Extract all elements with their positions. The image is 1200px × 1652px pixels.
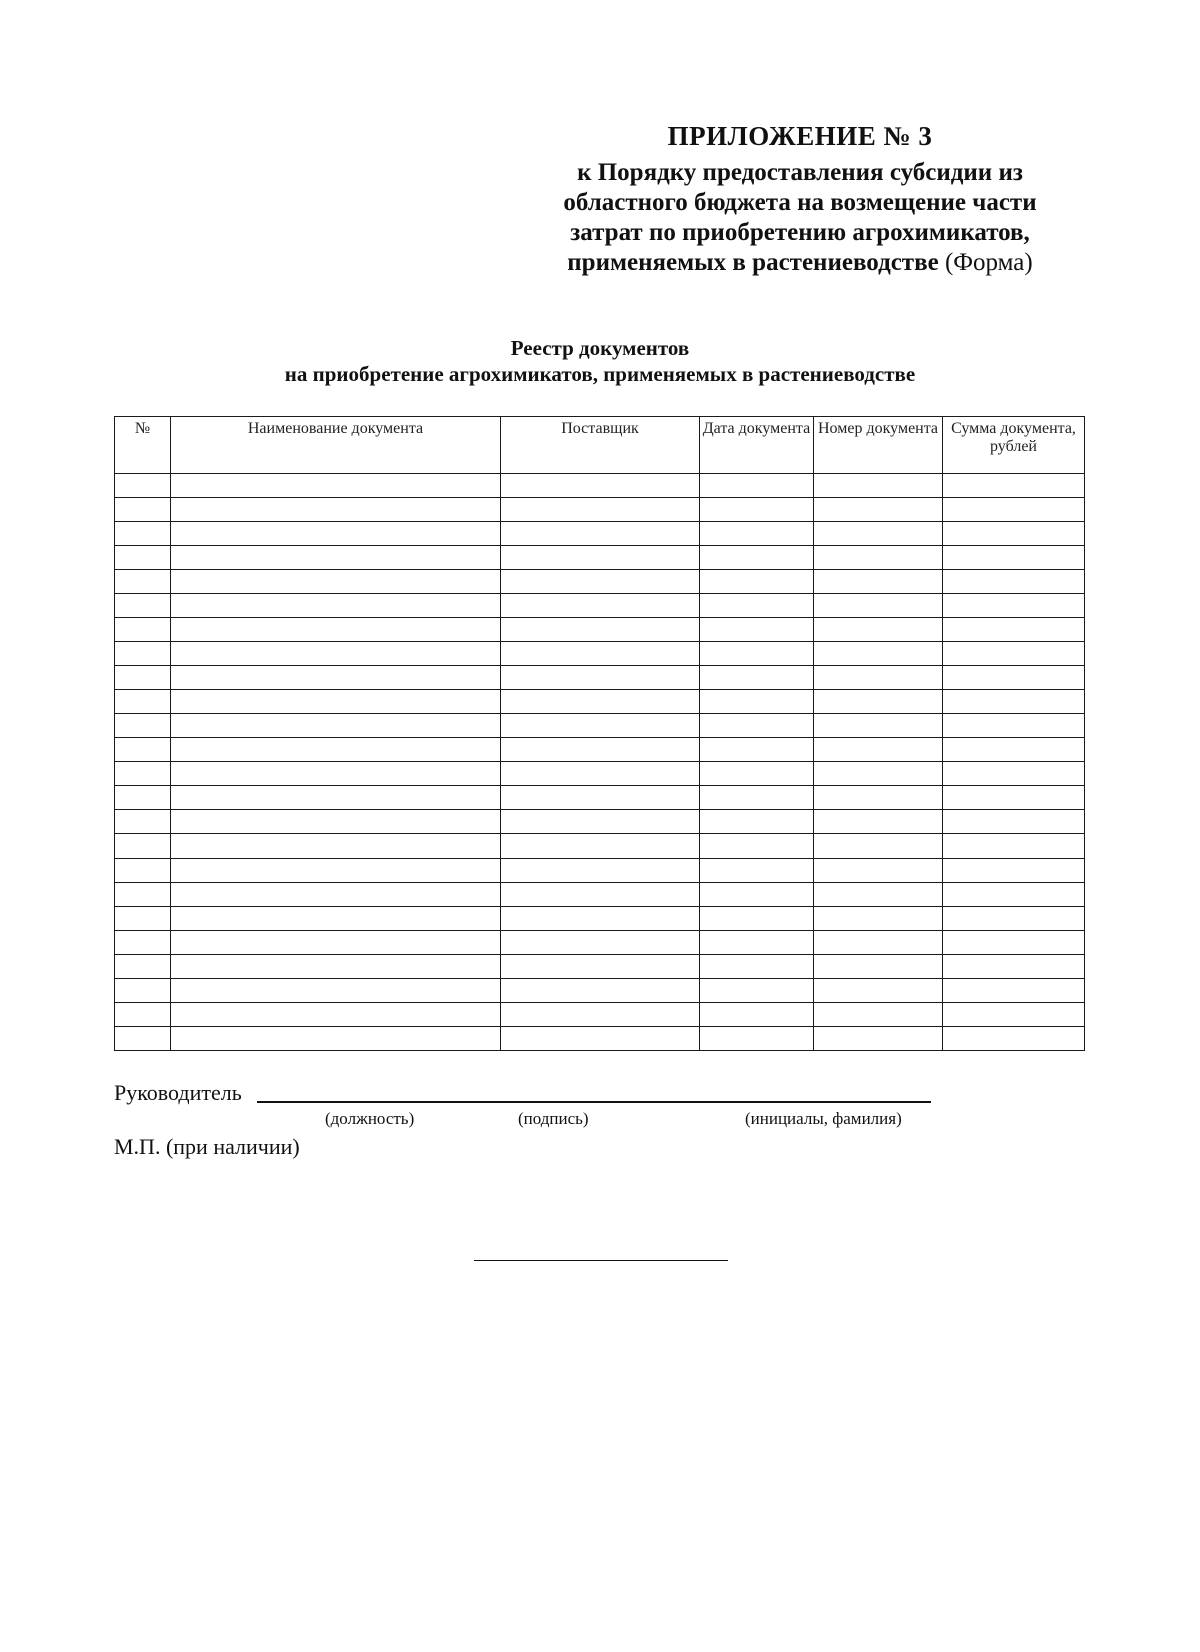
- table-cell[interactable]: [115, 690, 171, 714]
- table-row: [115, 930, 1085, 954]
- table-cell[interactable]: [171, 738, 501, 762]
- table-cell[interactable]: [943, 858, 1085, 882]
- table-cell[interactable]: [501, 642, 700, 666]
- table-row: [115, 978, 1085, 1002]
- table-cell[interactable]: [943, 714, 1085, 738]
- table-cell[interactable]: [943, 1002, 1085, 1026]
- table-cell[interactable]: [115, 474, 171, 498]
- table-row: [115, 474, 1085, 498]
- table-cell[interactable]: [943, 834, 1085, 858]
- table-cell[interactable]: [943, 738, 1085, 762]
- position-caption: (должность): [325, 1109, 415, 1128]
- table-row: [115, 522, 1085, 546]
- table-header-row: [115, 417, 1085, 474]
- table-cell[interactable]: [501, 714, 700, 738]
- table-cell[interactable]: [814, 546, 943, 570]
- table-cell[interactable]: [814, 570, 943, 594]
- table-cell[interactable]: [115, 522, 171, 546]
- table-row: [115, 714, 1085, 738]
- column-header-document-date: Дата документа: [700, 417, 814, 474]
- table-cell[interactable]: [115, 906, 171, 930]
- table-cell[interactable]: [814, 474, 943, 498]
- table-cell[interactable]: [171, 786, 501, 810]
- table-cell[interactable]: [943, 978, 1085, 1002]
- table-cell[interactable]: [501, 954, 700, 978]
- table-cell[interactable]: [171, 858, 501, 882]
- table-row: [115, 498, 1085, 522]
- table-cell[interactable]: [171, 474, 501, 498]
- signature-label: Руководитель: [114, 1080, 242, 1105]
- table-cell[interactable]: [115, 666, 171, 690]
- table-cell[interactable]: [501, 1026, 700, 1050]
- table-cell[interactable]: [171, 906, 501, 930]
- table-cell[interactable]: [814, 738, 943, 762]
- registry-title: [180, 335, 1020, 387]
- name-caption: (инициалы, фамилия): [745, 1109, 902, 1128]
- annex-title: ПРИЛОЖЕНИЕ № 3: [667, 121, 933, 151]
- table-cell[interactable]: [943, 930, 1085, 954]
- table-cell[interactable]: [814, 1002, 943, 1026]
- table-cell[interactable]: [814, 810, 943, 834]
- table-cell[interactable]: [501, 498, 700, 522]
- table-cell[interactable]: [943, 618, 1085, 642]
- table-cell[interactable]: [814, 642, 943, 666]
- table-cell[interactable]: [814, 690, 943, 714]
- registry-title-line-1: Реестр документов: [510, 336, 690, 360]
- table-cell[interactable]: [700, 1026, 814, 1050]
- table-cell[interactable]: [171, 882, 501, 906]
- table-cell[interactable]: [171, 618, 501, 642]
- table-cell[interactable]: [943, 594, 1085, 618]
- table-cell[interactable]: [171, 762, 501, 786]
- table-cell[interactable]: [700, 882, 814, 906]
- table-cell[interactable]: [171, 570, 501, 594]
- table-cell[interactable]: [700, 834, 814, 858]
- table-cell[interactable]: [700, 762, 814, 786]
- table-cell[interactable]: [943, 906, 1085, 930]
- table-cell[interactable]: [501, 1002, 700, 1026]
- table-cell[interactable]: [115, 882, 171, 906]
- table-cell[interactable]: [115, 954, 171, 978]
- table-row: [115, 594, 1085, 618]
- table-cell[interactable]: [700, 546, 814, 570]
- table-cell[interactable]: [700, 522, 814, 546]
- table-cell[interactable]: [700, 810, 814, 834]
- table-row: [115, 810, 1085, 834]
- table-cell[interactable]: [943, 690, 1085, 714]
- table-cell[interactable]: [501, 570, 700, 594]
- annex-line-4: применяемых в растениеводстве: [567, 249, 939, 276]
- registry-table: [114, 416, 1085, 1051]
- table-cell[interactable]: [115, 642, 171, 666]
- table-cell[interactable]: [814, 1026, 943, 1050]
- table-row: [115, 762, 1085, 786]
- table-cell[interactable]: [814, 786, 943, 810]
- table-cell[interactable]: [115, 594, 171, 618]
- table-cell[interactable]: [943, 522, 1085, 546]
- table-cell[interactable]: [501, 474, 700, 498]
- table-row: [115, 642, 1085, 666]
- column-header-supplier: Поставщик: [501, 417, 700, 474]
- table-cell[interactable]: [700, 690, 814, 714]
- table-cell[interactable]: [501, 666, 700, 690]
- form-note: (Форма): [944, 249, 1033, 276]
- table-cell[interactable]: [501, 522, 700, 546]
- table-cell[interactable]: [501, 738, 700, 762]
- table-cell[interactable]: [700, 642, 814, 666]
- table-cell[interactable]: [700, 858, 814, 882]
- table-cell[interactable]: [115, 546, 171, 570]
- annex-subtitle: [500, 158, 1100, 278]
- table-cell[interactable]: [171, 978, 501, 1002]
- signature-caption: (подпись): [518, 1109, 589, 1128]
- table-row: [115, 738, 1085, 762]
- table-cell[interactable]: [814, 714, 943, 738]
- table-cell[interactable]: [943, 786, 1085, 810]
- table-cell[interactable]: [171, 1002, 501, 1026]
- table-cell[interactable]: [814, 954, 943, 978]
- table-cell[interactable]: [943, 762, 1085, 786]
- table-cell[interactable]: [501, 810, 700, 834]
- table-cell[interactable]: [700, 978, 814, 1002]
- table-cell[interactable]: [115, 1026, 171, 1050]
- table-cell[interactable]: [943, 474, 1085, 498]
- table-row: [115, 666, 1085, 690]
- table-cell[interactable]: [171, 666, 501, 690]
- table-row: [115, 1026, 1085, 1050]
- table-cell[interactable]: [700, 570, 814, 594]
- annex-header: [500, 120, 1100, 278]
- table-cell[interactable]: [115, 1002, 171, 1026]
- table-cell[interactable]: [814, 930, 943, 954]
- table-row: [115, 882, 1085, 906]
- table-cell[interactable]: [115, 762, 171, 786]
- table-row: [115, 786, 1085, 810]
- table-cell[interactable]: [115, 858, 171, 882]
- table-cell[interactable]: [943, 570, 1085, 594]
- table-cell[interactable]: [115, 498, 171, 522]
- column-header-document-number: Номер документа: [814, 417, 943, 474]
- table-cell[interactable]: [943, 810, 1085, 834]
- table-cell[interactable]: [171, 714, 501, 738]
- table-cell[interactable]: [943, 546, 1085, 570]
- table-cell[interactable]: [501, 858, 700, 882]
- signature-line: [257, 1101, 931, 1103]
- registry-table-body: [115, 474, 1085, 1051]
- table-cell[interactable]: [814, 498, 943, 522]
- annex-line-1: к Порядку предоставления субсидии из: [577, 159, 1023, 186]
- table-cell[interactable]: [814, 978, 943, 1002]
- table-cell[interactable]: [700, 738, 814, 762]
- table-cell[interactable]: [501, 786, 700, 810]
- table-cell[interactable]: [814, 834, 943, 858]
- table-cell[interactable]: [501, 906, 700, 930]
- table-cell[interactable]: [700, 954, 814, 978]
- table-cell[interactable]: [943, 954, 1085, 978]
- table-cell[interactable]: [814, 594, 943, 618]
- annex-line-2: областного бюджета на возмещение части: [563, 189, 1037, 216]
- column-header-document-name: Наименование документа: [171, 417, 501, 474]
- table-cell[interactable]: [115, 618, 171, 642]
- table-cell[interactable]: [171, 810, 501, 834]
- table-cell[interactable]: [943, 882, 1085, 906]
- table-cell[interactable]: [501, 930, 700, 954]
- table-cell[interactable]: [171, 522, 501, 546]
- table-cell[interactable]: [501, 546, 700, 570]
- table-cell[interactable]: [115, 570, 171, 594]
- table-cell[interactable]: [171, 1026, 501, 1050]
- table-cell[interactable]: [171, 954, 501, 978]
- table-row: [115, 906, 1085, 930]
- table-cell[interactable]: [115, 810, 171, 834]
- table-row: [115, 954, 1085, 978]
- table-cell[interactable]: [943, 1026, 1085, 1050]
- table-cell[interactable]: [501, 762, 700, 786]
- end-divider: [474, 1260, 728, 1261]
- table-cell[interactable]: [700, 666, 814, 690]
- table-cell[interactable]: [115, 834, 171, 858]
- table-cell[interactable]: [700, 1002, 814, 1026]
- table-row: [115, 546, 1085, 570]
- table-cell[interactable]: [171, 930, 501, 954]
- table-cell[interactable]: [814, 882, 943, 906]
- table-cell[interactable]: [171, 498, 501, 522]
- table-cell[interactable]: [814, 522, 943, 546]
- column-header-document-sum: Сумма документа, рублей: [943, 417, 1085, 474]
- table-cell[interactable]: [171, 642, 501, 666]
- table-cell[interactable]: [814, 858, 943, 882]
- table-cell[interactable]: [115, 738, 171, 762]
- table-cell[interactable]: [814, 666, 943, 690]
- table-cell[interactable]: [115, 714, 171, 738]
- table-cell[interactable]: [814, 762, 943, 786]
- table-cell[interactable]: [700, 498, 814, 522]
- table-cell[interactable]: [501, 882, 700, 906]
- annex-line-3: затрат по приобретению агрохимикатов,: [570, 219, 1030, 246]
- table-cell[interactable]: [943, 642, 1085, 666]
- table-cell[interactable]: [501, 978, 700, 1002]
- table-cell[interactable]: [501, 594, 700, 618]
- table-cell[interactable]: [171, 546, 501, 570]
- table-cell[interactable]: [814, 618, 943, 642]
- table-cell[interactable]: [115, 930, 171, 954]
- registry-title-line-2: на приобретение агрохимикатов, применяемых в растениеводстве: [284, 362, 916, 386]
- table-cell[interactable]: [814, 906, 943, 930]
- table-row: [115, 690, 1085, 714]
- table-cell[interactable]: [115, 978, 171, 1002]
- table-cell[interactable]: [943, 666, 1085, 690]
- table-cell[interactable]: [943, 498, 1085, 522]
- table-cell[interactable]: [700, 930, 814, 954]
- table-cell[interactable]: [700, 594, 814, 618]
- table-cell[interactable]: [700, 618, 814, 642]
- table-row: [115, 570, 1085, 594]
- table-cell[interactable]: [171, 834, 501, 858]
- table-row: [115, 858, 1085, 882]
- table-row: [115, 618, 1085, 642]
- table-cell[interactable]: [115, 786, 171, 810]
- table-cell[interactable]: [700, 906, 814, 930]
- table-cell[interactable]: [700, 714, 814, 738]
- table-cell[interactable]: [700, 786, 814, 810]
- table-cell[interactable]: [700, 474, 814, 498]
- table-cell[interactable]: [501, 834, 700, 858]
- table-cell[interactable]: [171, 690, 501, 714]
- table-cell[interactable]: [501, 690, 700, 714]
- table-cell[interactable]: [171, 594, 501, 618]
- seal-note: М.П. (при наличии): [114, 1134, 300, 1159]
- table-row: [115, 1002, 1085, 1026]
- table-cell[interactable]: [501, 618, 700, 642]
- column-header-number: №: [115, 417, 171, 474]
- table-row: [115, 834, 1085, 858]
